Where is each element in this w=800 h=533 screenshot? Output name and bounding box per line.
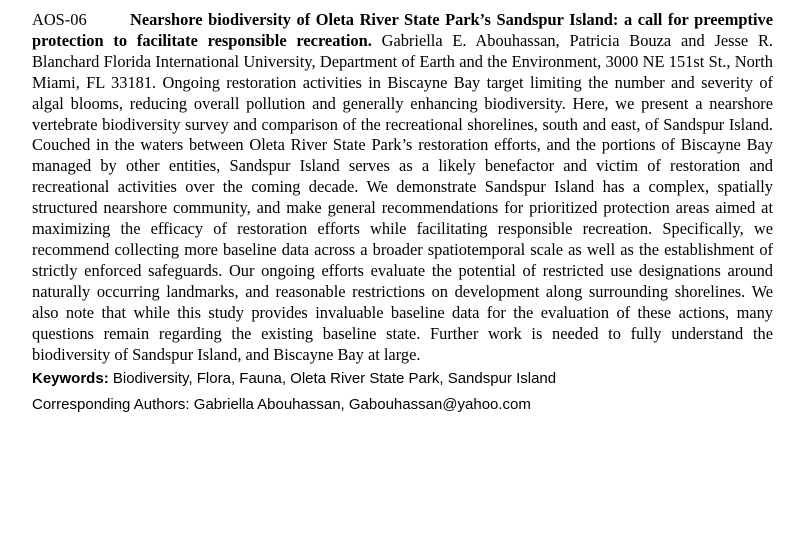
keywords-line bbox=[32, 369, 773, 389]
keywords-value: Biodiversity, Flora, Fauna, Oleta River State Park, Sandspur Island bbox=[112, 370, 557, 388]
abstract-title: Nearshore biodiversity of Oleta River State Park’s Sandspur Island: a call for preemptive protection to facilitate responsible recreation. bbox=[32, 10, 773, 50]
abstract-paragraph bbox=[32, 10, 773, 365]
abstract-authors: Gabriella E. Abouhassan, Patricia Bouza and Jesse R. Blanchard Florida International University, Department of Earth and the Environment, 3000 NE 151st St., North Miami, FL 33181. bbox=[32, 30, 773, 92]
abstract-code: AOS-06 bbox=[32, 10, 87, 29]
corresponding-authors-value: Gabriella Abouhassan, Gabouhassan@yahoo.com bbox=[193, 396, 531, 414]
corresponding-authors-line bbox=[32, 395, 773, 415]
abstract-page bbox=[32, 10, 773, 415]
keywords-label: Keywords: bbox=[32, 370, 109, 388]
abstract-body: Ongoing restoration activities in Biscayne Bay target limiting the number and severity of algal blooms, reducing overall pollution and generally enhancing biodiversity. Here, we present a nearshore vertebrate biodiversity survey and comparison of the recreational shorelines, south and east, of Sandspur Island. Couched in the waters between Oleta River State Park’s restoration efforts, and the portions of Biscayne Bay managed by other entities, Sandspur Island serves as a likely benefactor and victim of restoration and recreational activities over the coming decade. We demonstrate Sandspur Island has a complex, spatially structured nearshore community, and make general recommendations for prioritized protection areas aimed at maximizing the efficacy of restoration efforts while facilitating responsible recreation. Specifically, we recommend collecting more baseline data across a broader spatiotemporal scale as well as the establishment of strictly enforced safeguards. Our ongoing efforts evaluate the potential of restricted use designations around naturally occurring landmarks, and reasonable restrictions on development along surrounding shorelines. We also note that while this study provides invaluable baseline data for the evaluation of these actions, many questions remain regarding the existing baseline state. Further work is needed to fully understand the biodiversity of Sandspur Island, and Biscayne Bay at large. bbox=[32, 72, 773, 364]
corresponding-authors-label: Corresponding Authors: bbox=[32, 396, 190, 414]
